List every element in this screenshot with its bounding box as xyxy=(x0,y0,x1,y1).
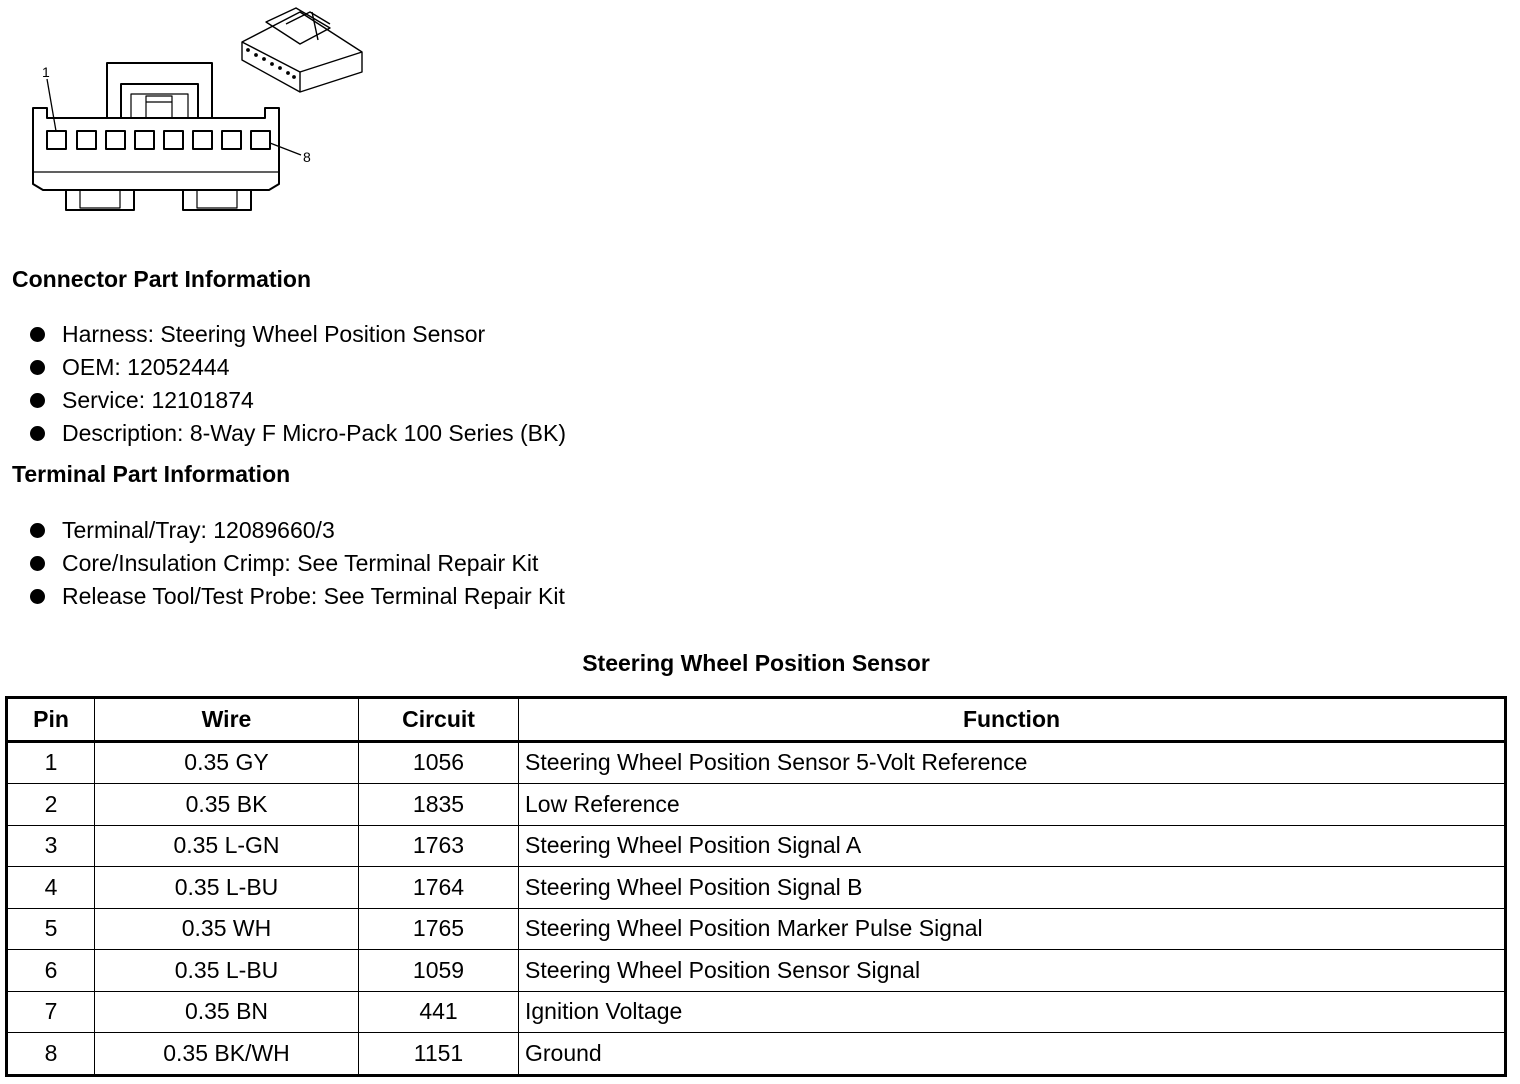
connector-info-heading: Connector Part Information xyxy=(12,266,312,292)
table-row xyxy=(7,1033,1506,1076)
connector-diagram xyxy=(0,0,400,230)
cell-function: Steering Wheel Position Sensor 5-Volt Reference xyxy=(519,741,1506,784)
bullet-icon xyxy=(30,393,45,408)
header-wire: Wire xyxy=(95,698,359,742)
cell-function: Steering Wheel Position Signal A xyxy=(519,825,1506,867)
cell-wire: 0.35 BK/WH xyxy=(95,1033,359,1076)
cell-function: Steering Wheel Position Marker Pulse Signal xyxy=(519,908,1506,950)
list-item: Release Tool/Test Probe: See Terminal Repair Kit xyxy=(28,580,565,613)
list-item: Harness: Steering Wheel Position Sensor xyxy=(28,318,566,351)
cell-function: Ground xyxy=(519,1033,1506,1076)
table-row xyxy=(7,867,1506,909)
list-item: Description: 8-Way F Micro-Pack 100 Series (BK) xyxy=(28,417,566,450)
cell-wire: 0.35 BN xyxy=(95,991,359,1033)
cell-pin: 4 xyxy=(7,867,95,909)
cell-circuit: 1835 xyxy=(359,784,519,826)
cell-wire: 0.35 L-GN xyxy=(95,825,359,867)
cell-circuit: 1151 xyxy=(359,1033,519,1076)
cell-pin: 2 xyxy=(7,784,95,826)
cell-wire: 0.35 L-BU xyxy=(95,867,359,909)
cell-circuit: 1056 xyxy=(359,741,519,784)
cell-function: Steering Wheel Position Sensor Signal xyxy=(519,950,1506,992)
bullet-icon xyxy=(30,556,45,571)
list-item: OEM: 12052444 xyxy=(28,351,566,384)
terminal-info-list xyxy=(28,514,565,613)
pinout-table xyxy=(5,696,1507,1077)
bullet-icon xyxy=(30,360,45,375)
cell-function: Ignition Voltage xyxy=(519,991,1506,1033)
cell-circuit: 1763 xyxy=(359,825,519,867)
bullet-icon xyxy=(30,589,45,604)
table-row xyxy=(7,950,1506,992)
connector-info-list xyxy=(28,318,566,450)
cell-pin: 7 xyxy=(7,991,95,1033)
connector-isometric-view xyxy=(242,8,362,92)
cell-pin: 5 xyxy=(7,908,95,950)
header-circuit: Circuit xyxy=(359,698,519,742)
table-row xyxy=(7,741,1506,784)
cell-wire: 0.35 BK xyxy=(95,784,359,826)
cell-pin: 3 xyxy=(7,825,95,867)
cell-circuit: 1765 xyxy=(359,908,519,950)
bullet-icon xyxy=(30,523,45,538)
table-row xyxy=(7,991,1506,1033)
cell-pin: 1 xyxy=(7,741,95,784)
cell-circuit: 441 xyxy=(359,991,519,1033)
header-function: Function xyxy=(519,698,1506,742)
list-item: Service: 12101874 xyxy=(28,384,566,417)
table-row xyxy=(7,908,1506,950)
bullet-icon xyxy=(30,327,45,342)
cell-circuit: 1059 xyxy=(359,950,519,992)
cell-pin: 8 xyxy=(7,1033,95,1076)
cell-function: Steering Wheel Position Signal B xyxy=(519,867,1506,909)
table-header-row xyxy=(7,698,1506,742)
cell-wire: 0.35 GY xyxy=(95,741,359,784)
cell-function: Low Reference xyxy=(519,784,1506,826)
header-pin: Pin xyxy=(7,698,95,742)
cell-wire: 0.35 L-BU xyxy=(95,950,359,992)
cell-circuit: 1764 xyxy=(359,867,519,909)
cell-pin: 6 xyxy=(7,950,95,992)
cell-wire: 0.35 WH xyxy=(95,908,359,950)
bullet-icon xyxy=(30,426,45,441)
table-row xyxy=(7,784,1506,826)
pin-1-label: 1 xyxy=(42,64,50,80)
terminal-info-heading: Terminal Part Information xyxy=(12,461,291,487)
list-item: Core/Insulation Crimp: See Terminal Repair Kit xyxy=(28,547,565,580)
table-title: Steering Wheel Position Sensor xyxy=(582,650,930,676)
table-row xyxy=(7,825,1506,867)
list-item: Terminal/Tray: 12089660/3 xyxy=(28,514,565,547)
pin-8-label: 8 xyxy=(303,149,311,165)
